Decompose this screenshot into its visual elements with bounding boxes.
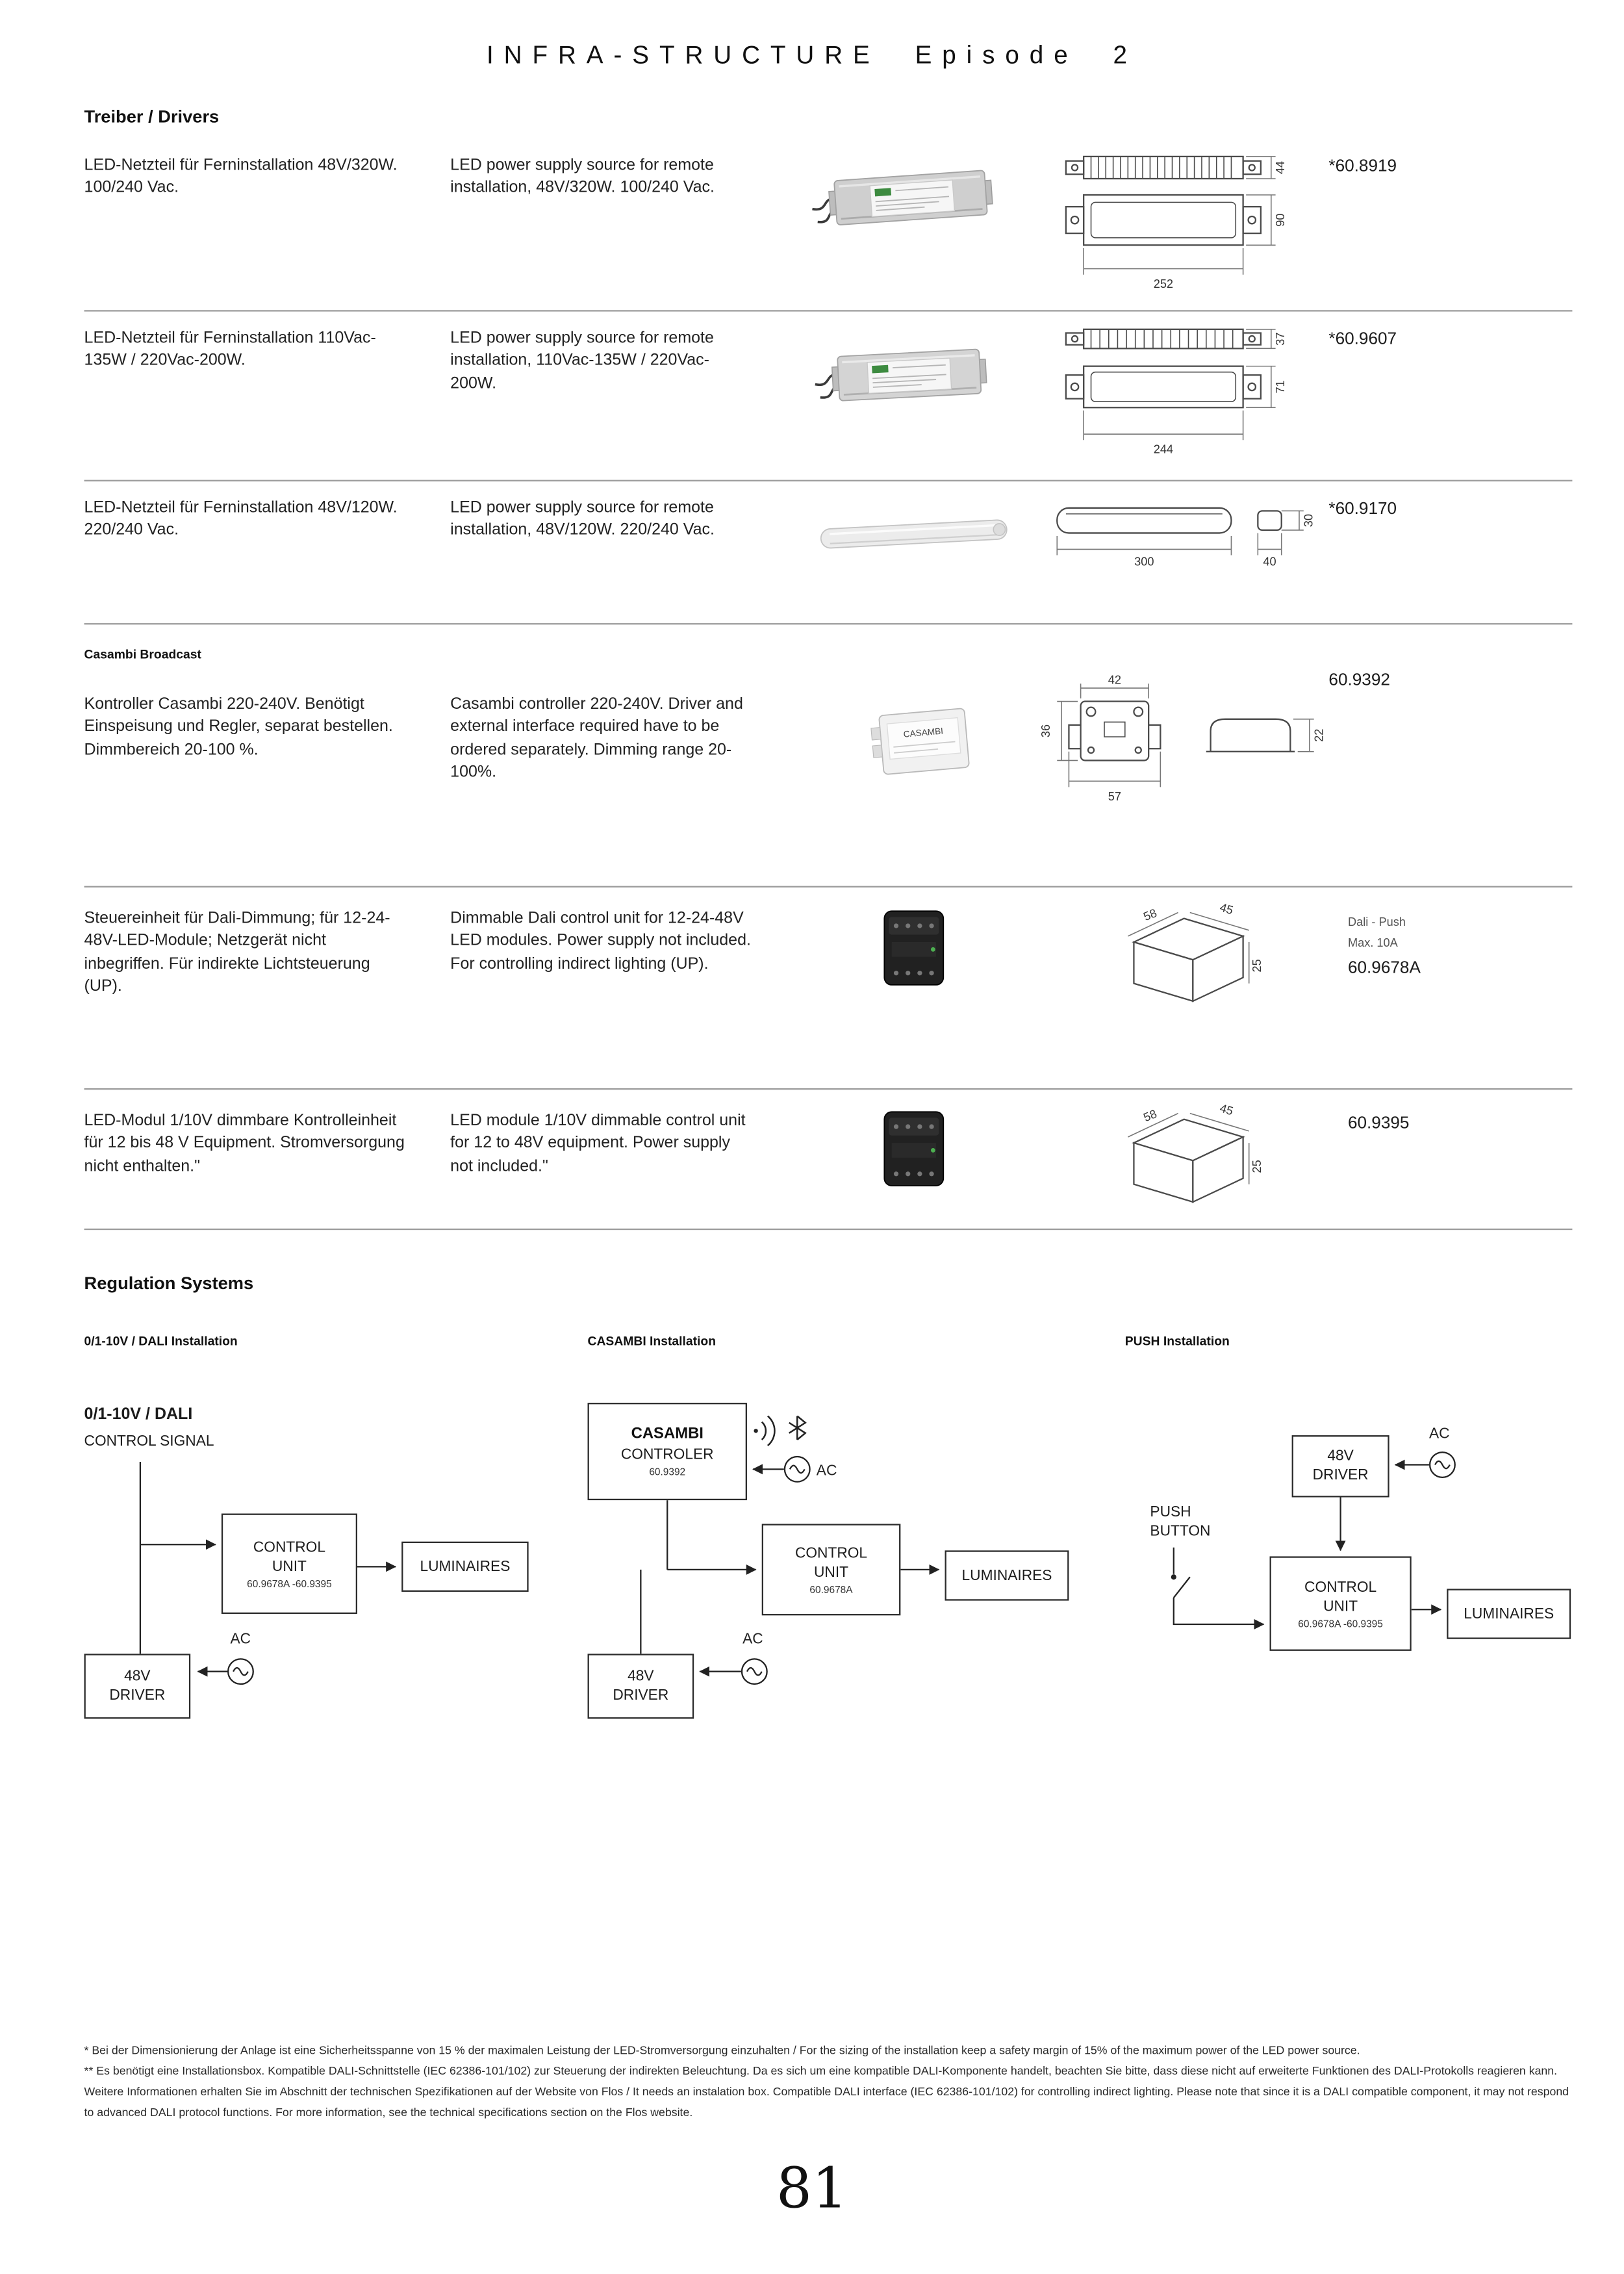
divider: [84, 480, 1573, 481]
diagram-header-push: PUSH Installation: [1124, 1333, 1230, 1348]
push-button-line1: PUSH: [1150, 1504, 1191, 1521]
control-unit-line2: UNIT: [814, 1564, 849, 1581]
page-number: 81: [776, 2156, 848, 2221]
dim-width: 42: [1108, 673, 1121, 687]
control-unit-line1: CONTROL: [1304, 1579, 1377, 1596]
driver-box: [1292, 1435, 1389, 1497]
bluetooth-icon: [789, 1416, 806, 1440]
photo-label: CASAMBI: [903, 726, 944, 739]
dim-height: 37: [1274, 332, 1288, 346]
divider: [84, 1229, 1573, 1230]
luminaires-label: LUMINAIRES: [420, 1558, 511, 1575]
wireless-icon: [754, 1416, 774, 1446]
luminaires-box: [401, 1542, 528, 1592]
product-photo-control-unit: [874, 1105, 955, 1196]
dim-width: 58: [1141, 1107, 1159, 1125]
technical-drawing-psu-120w: [1051, 496, 1324, 588]
product-code: 60.9678A: [1347, 960, 1421, 978]
dim-depth: 90: [1274, 213, 1288, 227]
product-code: *60.8919: [1328, 158, 1397, 176]
description-en: Casambi controller 220-240V. Driver and external interface required have to be ordered separately. Dimming range 20-100%.: [450, 695, 743, 782]
dim-height: 25: [1250, 1160, 1263, 1173]
product-photo-psu-320w: [809, 157, 1008, 245]
description-de: Steuereinheit für Dali-Dimmung; für 12-24-48V-LED-Module; Netzgerät nicht inbegriffen. Für indirekte Lichtsteuerung (UP).: [84, 909, 390, 996]
divider: [84, 1088, 1573, 1090]
product-code-note: Dali - Push: [1347, 915, 1406, 929]
subsection-casambi-broadcast: Casambi Broadcast: [84, 646, 201, 662]
casambi-line2: CONTROLER: [620, 1446, 714, 1463]
control-unit-line2: UNIT: [272, 1558, 307, 1575]
diagram-header-casambi: CASAMBI Installation: [587, 1333, 717, 1348]
driver-line2: DRIVER: [1312, 1468, 1369, 1485]
product-code: *60.9170: [1328, 500, 1397, 518]
dim-length: 300: [1134, 555, 1154, 568]
signal-title: 0/1-10V / DALI: [84, 1405, 193, 1424]
driver-box: [588, 1654, 694, 1718]
signal-subtitle: CONTROL SIGNAL: [84, 1433, 214, 1450]
driver-box: [84, 1654, 191, 1718]
description-en: LED power supply source for remote installation, 48V/120W. 220/240 Vac.: [450, 499, 715, 540]
driver-line2: DRIVER: [109, 1687, 166, 1704]
page-title: INFRA-STRUCTURE Episode 2: [487, 41, 1137, 70]
description-de: Kontroller Casambi 220-240V. Benötigt Einspeisung und Regler, separat bestellen. Dimmbereich 20-100 %.: [84, 695, 393, 759]
product-photo-control-unit: [874, 904, 955, 995]
product-code: *60.9607: [1328, 331, 1397, 349]
technical-drawing-control-unit: [1108, 898, 1277, 1016]
dim-height: 30: [1302, 514, 1315, 528]
divider: [84, 886, 1573, 888]
description-de: LED-Netzteil für Ferninstallation 110Vac-135W / 220Vac-200W.: [84, 329, 376, 370]
luminaires-box: [1447, 1589, 1571, 1639]
section-heading-drivers: Treiber / Drivers: [84, 106, 220, 127]
description-de: LED-Modul 1/10V dimmbare Kontrolleinheit für 12 bis 48 V Equipment. Stromversorgung nicht enthalten.": [84, 1112, 405, 1175]
ac-label: AC: [816, 1461, 837, 1479]
control-unit-line1: CONTROL: [794, 1545, 868, 1562]
driver-line1: 48V: [124, 1668, 151, 1685]
control-unit-box: [222, 1514, 357, 1615]
product-photo-casambi: [849, 691, 1004, 795]
dim-side: 22: [1312, 728, 1326, 742]
footnote-2: ** Es benötigt eine Installationsbox. Kompatible DALI-Schnittstelle (IEC 62386-101/102) zur Steuerung der indirekten Beleuchtung. Da es sich um eine kompatible DALI-Komponente handelt, beachten Sie bitte, dass diese nicht auf erweiterte Funktionen des DALI-Protokolls reagieren kann. Weitere Informationen erhalten Sie im Abschnitt der technischen Spezifikationen auf der Website von Flos / It needs an instalation box. Compatible DALI interface (IEC 62386-101/102) for controlling indirect lighting. Please note that since it is a DALI compatible component, it may not respond to advanced DALI protocol functions. For more information, see the technical specifications section on the Flos website.: [84, 2064, 1569, 2119]
dim-length: 252: [1153, 277, 1174, 291]
dim-base: 57: [1108, 789, 1121, 803]
footnote-1: * Bei der Dimensionierung der Anlage ist eine Sicherheitsspanne von 15 % der maximalen Leistung der LED-Stromversorgung einzuhalten / For the sizing of the installation keep a safety margin of 15% of the maximum power of the LED power source.: [84, 2043, 1360, 2057]
technical-drawing-casambi: [1022, 672, 1339, 819]
product-code: 60.9392: [1328, 672, 1390, 690]
dim-depth: 71: [1274, 380, 1288, 394]
ac-label: AC: [742, 1629, 763, 1647]
control-unit-code: 60.9678A -60.9395: [1298, 1619, 1383, 1629]
dim-width: 40: [1263, 555, 1276, 568]
product-code-note: Max. 10A: [1347, 936, 1398, 950]
dim-height: 36: [1039, 724, 1052, 738]
push-button-line2: BUTTON: [1150, 1524, 1211, 1540]
dim-height: 44: [1274, 160, 1288, 175]
product-photo-psu-120w: [812, 502, 1026, 568]
casambi-line1: CASAMBI: [631, 1425, 704, 1443]
luminaires-label: LUMINAIRES: [961, 1567, 1052, 1584]
luminaires-box: [945, 1550, 1069, 1600]
description-en: LED power supply source for remote installation, 48V/320W. 100/240 Vac.: [450, 156, 715, 198]
description-en: Dimmable Dali control unit for 12-24-48V LED modules. Power supply not included. For controlling indirect lighting (UP).: [450, 909, 751, 973]
luminaires-label: LUMINAIRES: [1464, 1605, 1554, 1622]
driver-line2: DRIVER: [613, 1687, 669, 1704]
driver-line1: 48V: [628, 1668, 654, 1685]
dim-width: 58: [1141, 906, 1159, 924]
product-code: 60.9395: [1347, 1114, 1410, 1133]
control-unit-code: 60.9678A -60.9395: [247, 1579, 332, 1590]
product-photo-psu-200w: [809, 334, 1008, 422]
control-unit-line1: CONTROL: [253, 1539, 326, 1556]
ac-label: AC: [230, 1629, 251, 1647]
footnotes: [84, 2041, 1573, 2124]
dim-height: 25: [1250, 959, 1263, 973]
section-heading-regulation: Regulation Systems: [84, 1273, 254, 1294]
description-de: LED-Netzteil für Ferninstallation 48V/120W. 220/240 Vac.: [84, 499, 398, 540]
description-en: LED module 1/10V dimmable control unit for 12 to 48V equipment. Power supply not included.": [450, 1112, 746, 1175]
dim-depth: 45: [1218, 901, 1235, 917]
description-en: LED power supply source for remote installation, 110Vac-135W / 220Vac-200W.: [450, 329, 714, 393]
control-unit-code: 60.9678A: [809, 1585, 853, 1596]
diagram-header-dali: 0/1-10V / DALI Installation: [84, 1333, 238, 1348]
casambi-code: 60.9392: [649, 1467, 686, 1478]
divider: [84, 623, 1573, 624]
description-de: LED-Netzteil für Ferninstallation 48V/320W. 100/240 Vac.: [84, 156, 398, 198]
divider: [84, 310, 1573, 311]
dim-depth: 45: [1218, 1101, 1235, 1118]
control-unit-line2: UNIT: [1323, 1598, 1358, 1615]
dim-length: 244: [1153, 442, 1174, 456]
driver-line1: 48V: [1327, 1448, 1354, 1465]
control-unit-box: [762, 1524, 901, 1615]
technical-drawing-control-unit: [1108, 1099, 1277, 1217]
technical-drawing-psu-320w: [1051, 147, 1310, 303]
casambi-controller-box: [588, 1403, 747, 1500]
control-unit-box: [1270, 1556, 1412, 1650]
ac-label: AC: [1428, 1424, 1450, 1442]
technical-drawing-psu-200w: [1051, 319, 1310, 474]
